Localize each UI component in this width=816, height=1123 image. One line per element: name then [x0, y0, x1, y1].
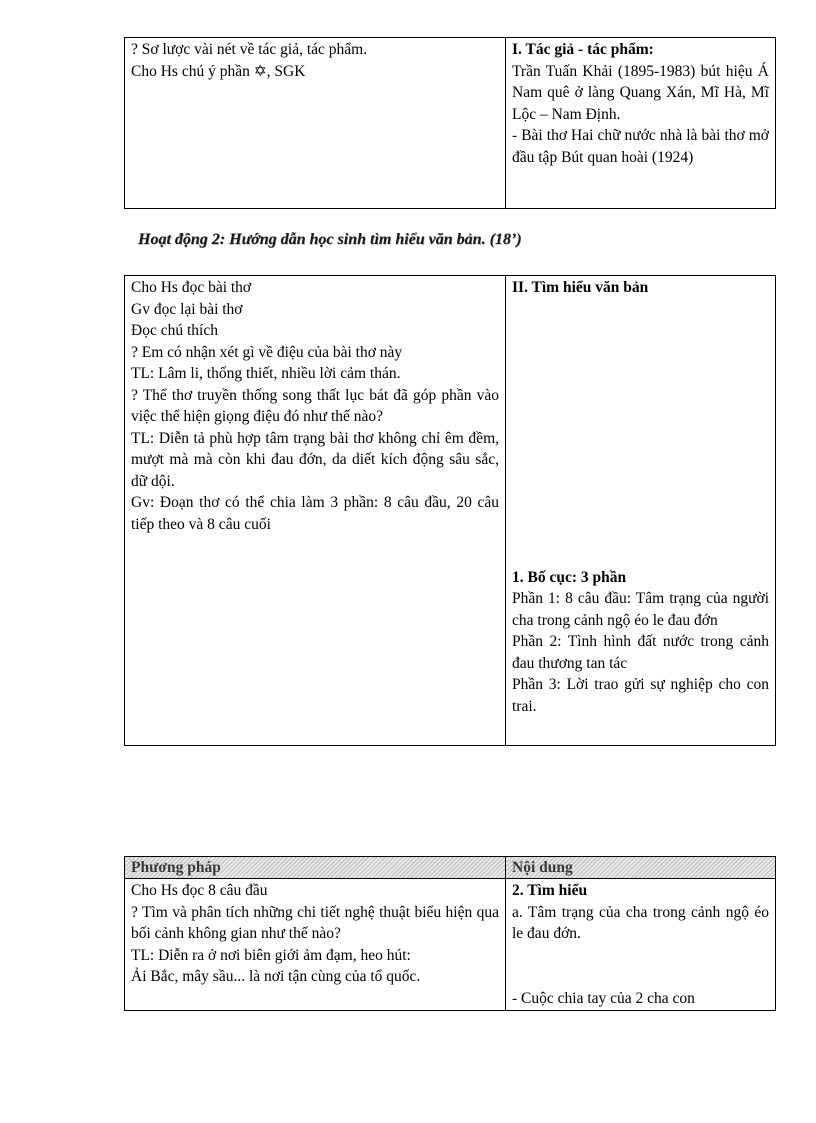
list-item: a. Tâm trạng của cha trong cảnh ngộ éo le đau đớn. — [512, 903, 769, 942]
activity-heading: Hoạt động 2: Hướng dẫn học sinh tìm hiểu văn bản. (18’) — [138, 231, 522, 248]
content-cell — [506, 38, 776, 209]
list-item: Gv đọc lại bài thơ — [131, 300, 243, 318]
section-title: 2. Tìm hiểu — [512, 882, 588, 899]
table-row — [125, 879, 776, 1011]
table-header-row — [125, 857, 776, 879]
author-info-text: Trần Tuấn Khải (1895-1983) bút hiệu Á Nam quê ở làng Quang Xán, Mĩ Hà, Mĩ Lộc – Nam Định. — [512, 62, 769, 123]
list-item: ? Em có nhận xét gì về điệu của bài thơ này — [131, 343, 403, 361]
question-text: ? Sơ lược vài nét về tác giả, tác phẩm. — [131, 41, 368, 58]
list-item: Cho Hs đọc 8 câu đầu — [131, 882, 268, 899]
table-row — [125, 38, 776, 209]
table-row — [125, 276, 776, 746]
layout-subtitle: 1. Bố cục: 3 phần — [512, 568, 627, 586]
list-item: Ải Bắc, mây sầu... là nơi tận cùng của tổ quốc. — [131, 968, 421, 985]
list-item: ? Thể thơ truyền thống song thất lục bát đã góp phần vào việc thể hiện giọng điệu đó như thế nào? — [131, 386, 499, 425]
list-item: Cho Hs đọc bài thơ — [131, 279, 252, 296]
list-item: Phần 2: Tình hình đất nước trong cảnh đau thương tan tác — [512, 633, 769, 672]
header-content: Nội dung — [506, 857, 776, 879]
list-item: TL: Diễn ra ở nơi biên giới ảm đạm, heo hút: — [131, 946, 411, 964]
list-item: Phần 3: Lời trao gửi sự nghiệp cho con trai. — [512, 676, 769, 715]
list-item: - Cuộc chia tay của 2 cha con — [512, 989, 695, 1007]
author-work-table — [124, 37, 776, 209]
method-cell — [125, 38, 506, 209]
list-item: Phần 1: 8 câu đầu: Tâm trạng của người cha trong cảnh ngộ éo le đau đớn — [512, 590, 769, 629]
text-study-table — [124, 275, 776, 746]
header-method: Phương pháp — [125, 857, 506, 879]
list-item: TL: Diễn tả phù hợp tâm trạng bài thơ không chỉ êm đềm, mượt mà mà còn khi đau đớn, da diết kích động sâu sắc, dữ dội. — [131, 429, 499, 490]
list-item: TL: Lâm li, thống thiết, nhiều lời cảm thán. — [131, 365, 401, 382]
instruction-text: Cho Hs chú ý phần ✡, SGK — [131, 62, 306, 80]
list-item: Đọc chú thích — [131, 322, 218, 339]
section-title: II. Tìm hiểu văn bản — [512, 279, 649, 296]
method-cell — [125, 879, 506, 1011]
list-item: ? Tìm và phân tích những chi tiết nghệ thuật biểu hiện qua bối cảnh không gian như thế nào? — [131, 903, 499, 942]
poem-info-text: - Bài thơ Hai chữ nước nhà là bài thơ mở đầu tập Bút quan hoài (1924) — [512, 127, 769, 166]
content-cell — [506, 276, 776, 746]
section-title: I. Tác giả - tác phẩm: — [512, 41, 654, 58]
list-item: Gv: Đoạn thơ có thể chia làm 3 phần: 8 câu đầu, 20 câu tiếp theo và 8 câu cuối — [131, 494, 499, 533]
content-cell — [506, 879, 776, 1011]
analysis-table — [124, 856, 776, 1011]
method-cell — [125, 276, 506, 746]
